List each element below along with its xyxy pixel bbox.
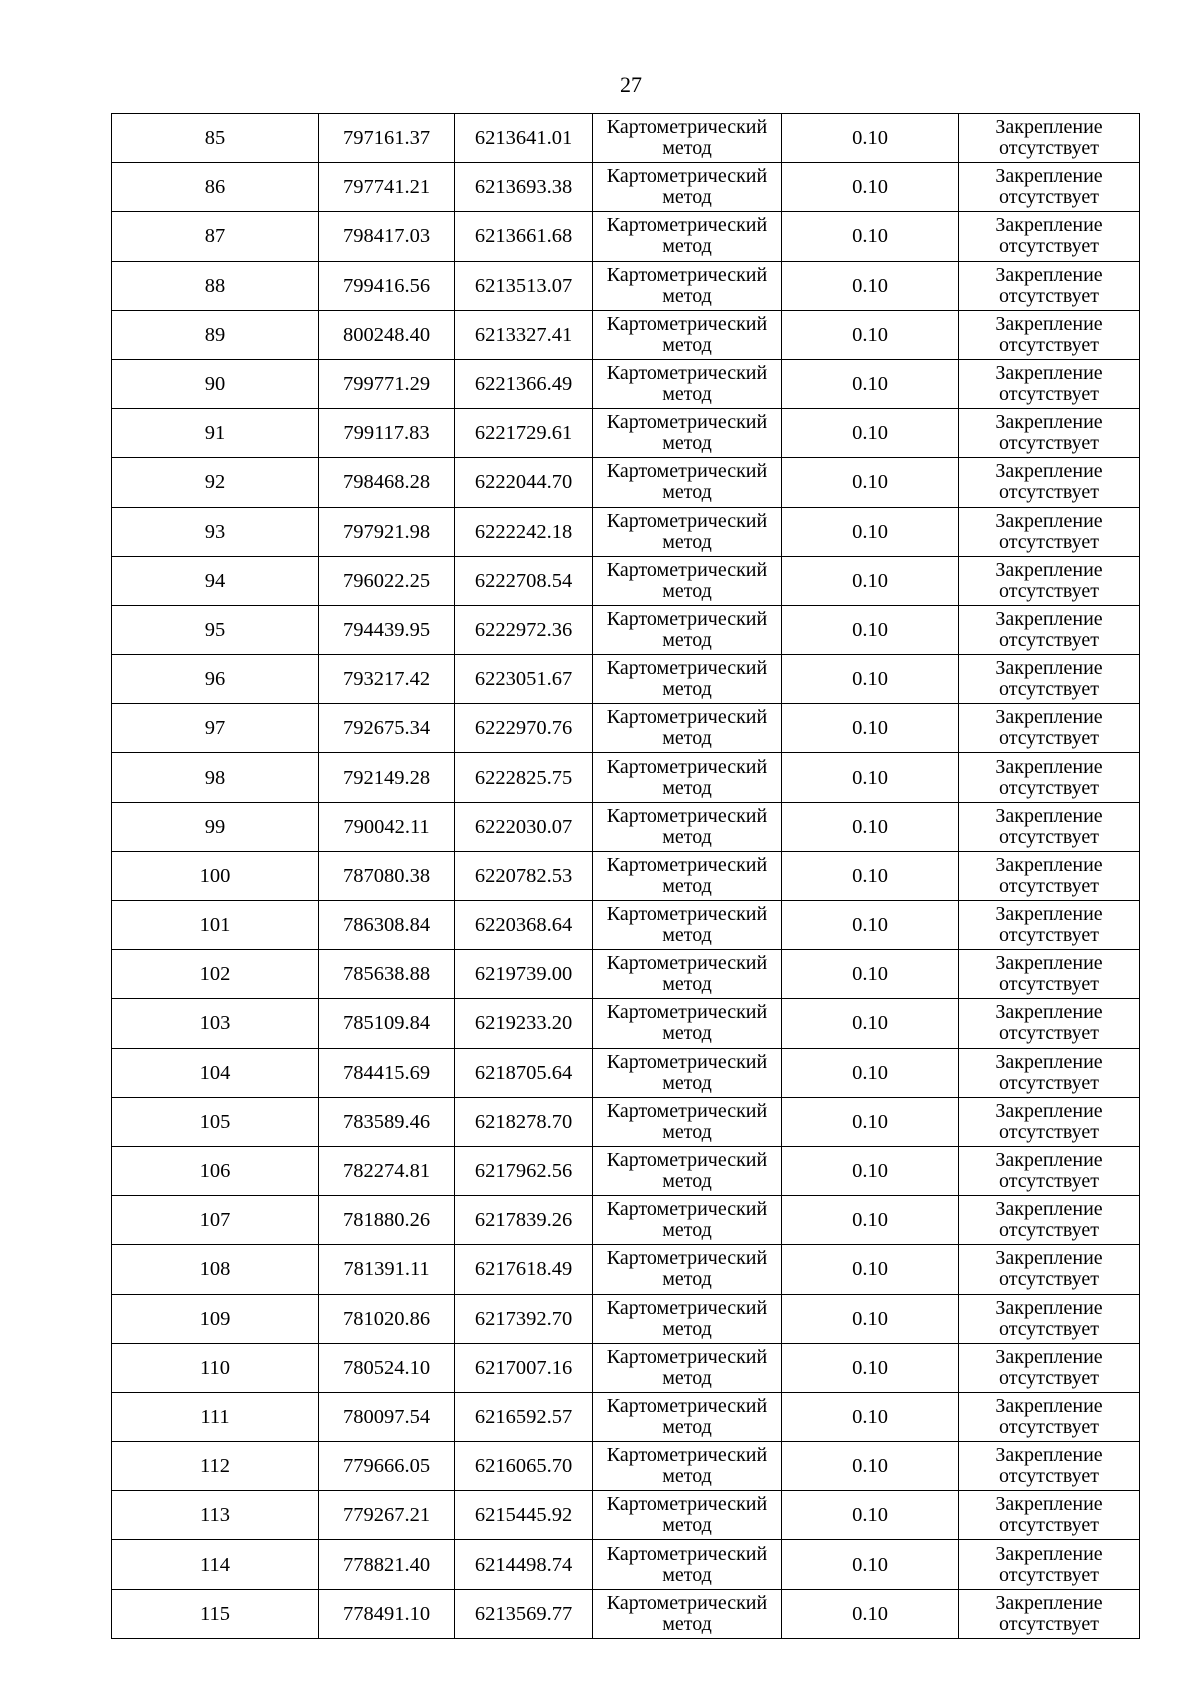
accuracy-cell: 0.10	[782, 704, 959, 753]
fixing-cell-text: Закрепление отсутствует	[995, 1099, 1103, 1143]
method-cell	[593, 1196, 782, 1245]
method-cell	[593, 507, 782, 556]
fixing-cell	[959, 1097, 1140, 1146]
fixing-cell-text: Закрепление отсутствует	[995, 116, 1103, 160]
accuracy-cell: 0.10	[782, 1540, 959, 1589]
y-coordinate-cell: 6222825.75	[455, 753, 593, 802]
table-row	[112, 1245, 1140, 1294]
point-number-cell: 87	[112, 212, 319, 261]
table-row	[112, 851, 1140, 900]
x-coordinate-cell: 793217.42	[319, 655, 455, 704]
method-cell	[593, 556, 782, 605]
y-coordinate-cell: 6213327.41	[455, 310, 593, 359]
accuracy-cell: 0.10	[782, 556, 959, 605]
y-coordinate-cell: 6222242.18	[455, 507, 593, 556]
accuracy-cell: 0.10	[782, 409, 959, 458]
x-coordinate-cell: 779666.05	[319, 1442, 455, 1491]
x-coordinate-cell: 778491.10	[319, 1589, 455, 1638]
point-number-cell: 100	[112, 851, 319, 900]
point-number-cell: 86	[112, 163, 319, 212]
table-row	[112, 1097, 1140, 1146]
fixing-cell	[959, 802, 1140, 851]
table-row	[112, 901, 1140, 950]
fixing-cell-text: Закрепление отсутствует	[995, 804, 1103, 848]
method-cell-text: Картометрический метод	[606, 952, 768, 996]
table-row	[112, 704, 1140, 753]
method-cell-text: Картометрический метод	[606, 657, 768, 701]
method-cell-text: Картометрический метод	[606, 706, 768, 750]
fixing-cell-text: Закрепление отсутствует	[995, 460, 1103, 504]
y-coordinate-cell: 6222708.54	[455, 556, 593, 605]
x-coordinate-cell: 780524.10	[319, 1343, 455, 1392]
x-coordinate-cell: 778821.40	[319, 1540, 455, 1589]
method-cell-text: Картометрический метод	[606, 1001, 768, 1045]
method-cell	[593, 1442, 782, 1491]
x-coordinate-cell: 792675.34	[319, 704, 455, 753]
point-number-cell: 90	[112, 359, 319, 408]
method-cell	[593, 261, 782, 310]
method-cell	[593, 950, 782, 999]
method-cell	[593, 1048, 782, 1097]
method-cell-text: Картометрический метод	[606, 263, 768, 307]
y-coordinate-cell: 6217392.70	[455, 1294, 593, 1343]
fixing-cell-text: Закрепление отсутствует	[995, 1345, 1103, 1389]
fixing-cell	[959, 851, 1140, 900]
table-row	[112, 310, 1140, 359]
fixing-cell	[959, 605, 1140, 654]
table-row	[112, 1048, 1140, 1097]
method-cell	[593, 999, 782, 1048]
fixing-cell-text: Закрепление отсутствует	[995, 1247, 1103, 1291]
y-coordinate-cell: 6220368.64	[455, 901, 593, 950]
y-coordinate-cell: 6213693.38	[455, 163, 593, 212]
fixing-cell	[959, 310, 1140, 359]
fixing-cell	[959, 556, 1140, 605]
fixing-cell	[959, 1048, 1140, 1097]
method-cell	[593, 753, 782, 802]
accuracy-cell: 0.10	[782, 507, 959, 556]
x-coordinate-cell: 790042.11	[319, 802, 455, 851]
table-row	[112, 261, 1140, 310]
point-number-cell: 96	[112, 655, 319, 704]
page-number: 27	[620, 72, 642, 97]
fixing-cell-text: Закрепление отсутствует	[995, 903, 1103, 947]
accuracy-cell: 0.10	[782, 1294, 959, 1343]
accuracy-cell: 0.10	[782, 1048, 959, 1097]
y-coordinate-cell: 6216592.57	[455, 1392, 593, 1441]
point-number-cell: 105	[112, 1097, 319, 1146]
table-row	[112, 212, 1140, 261]
fixing-cell-text: Закрепление отсутствует	[995, 853, 1103, 897]
y-coordinate-cell: 6217839.26	[455, 1196, 593, 1245]
y-coordinate-cell: 6214498.74	[455, 1540, 593, 1589]
accuracy-cell: 0.10	[782, 901, 959, 950]
method-cell-text: Картометрический метод	[606, 1050, 768, 1094]
method-cell-text: Картометрический метод	[606, 312, 768, 356]
y-coordinate-cell: 6217962.56	[455, 1146, 593, 1195]
accuracy-cell: 0.10	[782, 458, 959, 507]
fixing-cell	[959, 1196, 1140, 1245]
y-coordinate-cell: 6213641.01	[455, 114, 593, 163]
point-number-cell: 93	[112, 507, 319, 556]
accuracy-cell: 0.10	[782, 212, 959, 261]
y-coordinate-cell: 6213513.07	[455, 261, 593, 310]
method-cell	[593, 802, 782, 851]
y-coordinate-cell: 6218705.64	[455, 1048, 593, 1097]
point-number-cell: 97	[112, 704, 319, 753]
x-coordinate-cell: 785109.84	[319, 999, 455, 1048]
method-cell	[593, 1245, 782, 1294]
accuracy-cell: 0.10	[782, 114, 959, 163]
method-cell	[593, 851, 782, 900]
fixing-cell	[959, 901, 1140, 950]
accuracy-cell: 0.10	[782, 605, 959, 654]
method-cell	[593, 655, 782, 704]
table-row	[112, 359, 1140, 408]
y-coordinate-cell: 6222044.70	[455, 458, 593, 507]
method-cell	[593, 1491, 782, 1540]
accuracy-cell: 0.10	[782, 802, 959, 851]
point-number-cell: 115	[112, 1589, 319, 1638]
x-coordinate-cell: 796022.25	[319, 556, 455, 605]
fixing-cell-text: Закрепление отсутствует	[995, 607, 1103, 651]
y-coordinate-cell: 6221366.49	[455, 359, 593, 408]
fixing-cell-text: Закрепление отсутствует	[995, 657, 1103, 701]
method-cell	[593, 212, 782, 261]
accuracy-cell: 0.10	[782, 1589, 959, 1638]
method-cell	[593, 1294, 782, 1343]
method-cell	[593, 605, 782, 654]
point-number-cell: 102	[112, 950, 319, 999]
method-cell-text: Картометрический метод	[606, 214, 768, 258]
table-row	[112, 163, 1140, 212]
fixing-cell	[959, 1294, 1140, 1343]
fixing-cell-text: Закрепление отсутствует	[995, 312, 1103, 356]
x-coordinate-cell: 784415.69	[319, 1048, 455, 1097]
method-cell-text: Картометрический метод	[606, 1591, 768, 1635]
x-coordinate-cell: 799771.29	[319, 359, 455, 408]
accuracy-cell: 0.10	[782, 1491, 959, 1540]
fixing-cell	[959, 1343, 1140, 1392]
fixing-cell	[959, 1540, 1140, 1589]
point-number-cell: 94	[112, 556, 319, 605]
fixing-cell-text: Закрепление отсутствует	[995, 411, 1103, 455]
method-cell	[593, 1343, 782, 1392]
x-coordinate-cell: 797161.37	[319, 114, 455, 163]
method-cell-text: Картометрический метод	[606, 558, 768, 602]
method-cell	[593, 163, 782, 212]
method-cell-text: Картометрический метод	[606, 903, 768, 947]
coordinates-table	[111, 113, 1140, 1639]
accuracy-cell: 0.10	[782, 999, 959, 1048]
method-cell	[593, 704, 782, 753]
fixing-cell-text: Закрепление отсутствует	[995, 165, 1103, 209]
method-cell-text: Картометрический метод	[606, 362, 768, 406]
point-number-cell: 85	[112, 114, 319, 163]
accuracy-cell: 0.10	[782, 1196, 959, 1245]
table-row	[112, 458, 1140, 507]
method-cell-text: Картометрический метод	[606, 116, 768, 160]
method-cell-text: Картометрический метод	[606, 1247, 768, 1291]
method-cell	[593, 458, 782, 507]
y-coordinate-cell: 6222972.36	[455, 605, 593, 654]
method-cell	[593, 1392, 782, 1441]
table-row	[112, 655, 1140, 704]
point-number-cell: 103	[112, 999, 319, 1048]
y-coordinate-cell: 6219233.20	[455, 999, 593, 1048]
y-coordinate-cell: 6217618.49	[455, 1245, 593, 1294]
fixing-cell-text: Закрепление отсутствует	[995, 509, 1103, 553]
x-coordinate-cell: 798468.28	[319, 458, 455, 507]
y-coordinate-cell: 6218278.70	[455, 1097, 593, 1146]
method-cell-text: Картометрический метод	[606, 1099, 768, 1143]
fixing-cell	[959, 1442, 1140, 1491]
table-row	[112, 1392, 1140, 1441]
x-coordinate-cell: 800248.40	[319, 310, 455, 359]
table-row	[112, 1589, 1140, 1638]
point-number-cell: 108	[112, 1245, 319, 1294]
x-coordinate-cell: 781880.26	[319, 1196, 455, 1245]
table-row	[112, 1146, 1140, 1195]
fixing-cell	[959, 999, 1140, 1048]
x-coordinate-cell: 780097.54	[319, 1392, 455, 1441]
fixing-cell-text: Закрепление отсутствует	[995, 1394, 1103, 1438]
x-coordinate-cell: 779267.21	[319, 1491, 455, 1540]
point-number-cell: 107	[112, 1196, 319, 1245]
accuracy-cell: 0.10	[782, 1442, 959, 1491]
x-coordinate-cell: 797741.21	[319, 163, 455, 212]
method-cell-text: Картометрический метод	[606, 1542, 768, 1586]
fixing-cell-text: Закрепление отсутствует	[995, 1001, 1103, 1045]
fixing-cell	[959, 1589, 1140, 1638]
y-coordinate-cell: 6221729.61	[455, 409, 593, 458]
method-cell	[593, 409, 782, 458]
fixing-cell-text: Закрепление отсутствует	[995, 1149, 1103, 1193]
point-number-cell: 111	[112, 1392, 319, 1441]
fixing-cell-text: Закрепление отсутствует	[995, 1444, 1103, 1488]
point-number-cell: 104	[112, 1048, 319, 1097]
x-coordinate-cell: 785638.88	[319, 950, 455, 999]
x-coordinate-cell: 786308.84	[319, 901, 455, 950]
method-cell-text: Картометрический метод	[606, 1444, 768, 1488]
method-cell-text: Картометрический метод	[606, 804, 768, 848]
accuracy-cell: 0.10	[782, 655, 959, 704]
table-row	[112, 1491, 1140, 1540]
method-cell	[593, 1540, 782, 1589]
table-row	[112, 1442, 1140, 1491]
method-cell-text: Картометрический метод	[606, 1493, 768, 1537]
accuracy-cell: 0.10	[782, 359, 959, 408]
point-number-cell: 106	[112, 1146, 319, 1195]
method-cell-text: Картометрический метод	[606, 1394, 768, 1438]
method-cell-text: Картометрический метод	[606, 460, 768, 504]
method-cell-text: Картометрический метод	[606, 1149, 768, 1193]
accuracy-cell: 0.10	[782, 310, 959, 359]
method-cell-text: Картометрический метод	[606, 853, 768, 897]
point-number-cell: 114	[112, 1540, 319, 1589]
y-coordinate-cell: 6222030.07	[455, 802, 593, 851]
method-cell	[593, 114, 782, 163]
point-number-cell: 89	[112, 310, 319, 359]
fixing-cell	[959, 359, 1140, 408]
accuracy-cell: 0.10	[782, 261, 959, 310]
fixing-cell-text: Закрепление отсутствует	[995, 1493, 1103, 1537]
fixing-cell	[959, 655, 1140, 704]
y-coordinate-cell: 6223051.67	[455, 655, 593, 704]
fixing-cell	[959, 704, 1140, 753]
fixing-cell-text: Закрепление отсутствует	[995, 263, 1103, 307]
point-number-cell: 98	[112, 753, 319, 802]
table-row	[112, 999, 1140, 1048]
x-coordinate-cell: 781020.86	[319, 1294, 455, 1343]
y-coordinate-cell: 6215445.92	[455, 1491, 593, 1540]
method-cell-text: Картометрический метод	[606, 755, 768, 799]
y-coordinate-cell: 6213661.68	[455, 212, 593, 261]
point-number-cell: 113	[112, 1491, 319, 1540]
method-cell	[593, 310, 782, 359]
fixing-cell-text: Закрепление отсутствует	[995, 1542, 1103, 1586]
fixing-cell	[959, 114, 1140, 163]
table-row	[112, 950, 1140, 999]
point-number-cell: 91	[112, 409, 319, 458]
method-cell-text: Картометрический метод	[606, 1296, 768, 1340]
accuracy-cell: 0.10	[782, 163, 959, 212]
fixing-cell	[959, 1392, 1140, 1441]
x-coordinate-cell: 781391.11	[319, 1245, 455, 1294]
x-coordinate-cell: 787080.38	[319, 851, 455, 900]
fixing-cell	[959, 409, 1140, 458]
x-coordinate-cell: 794439.95	[319, 605, 455, 654]
fixing-cell	[959, 1491, 1140, 1540]
fixing-cell	[959, 458, 1140, 507]
method-cell	[593, 1146, 782, 1195]
point-number-cell: 109	[112, 1294, 319, 1343]
fixing-cell-text: Закрепление отсутствует	[995, 362, 1103, 406]
fixing-cell	[959, 212, 1140, 261]
y-coordinate-cell: 6219739.00	[455, 950, 593, 999]
x-coordinate-cell: 792149.28	[319, 753, 455, 802]
fixing-cell-text: Закрепление отсутствует	[995, 1296, 1103, 1340]
method-cell-text: Картометрический метод	[606, 1198, 768, 1242]
y-coordinate-cell: 6216065.70	[455, 1442, 593, 1491]
accuracy-cell: 0.10	[782, 753, 959, 802]
y-coordinate-cell: 6220782.53	[455, 851, 593, 900]
accuracy-cell: 0.10	[782, 1392, 959, 1441]
method-cell-text: Картометрический метод	[606, 1345, 768, 1389]
accuracy-cell: 0.10	[782, 1343, 959, 1392]
x-coordinate-cell: 798417.03	[319, 212, 455, 261]
table-row	[112, 409, 1140, 458]
fixing-cell-text: Закрепление отсутствует	[995, 1591, 1103, 1635]
method-cell-text: Картометрический метод	[606, 509, 768, 553]
fixing-cell-text: Закрепление отсутствует	[995, 1050, 1103, 1094]
point-number-cell: 110	[112, 1343, 319, 1392]
point-number-cell: 88	[112, 261, 319, 310]
y-coordinate-cell: 6213569.77	[455, 1589, 593, 1638]
table-row	[112, 753, 1140, 802]
table-row	[112, 605, 1140, 654]
fixing-cell	[959, 163, 1140, 212]
y-coordinate-cell: 6222970.76	[455, 704, 593, 753]
x-coordinate-cell: 799416.56	[319, 261, 455, 310]
point-number-cell: 112	[112, 1442, 319, 1491]
fixing-cell	[959, 950, 1140, 999]
method-cell	[593, 359, 782, 408]
fixing-cell	[959, 1146, 1140, 1195]
fixing-cell-text: Закрепление отсутствует	[995, 214, 1103, 258]
accuracy-cell: 0.10	[782, 1146, 959, 1195]
fixing-cell-text: Закрепление отсутствует	[995, 755, 1103, 799]
method-cell-text: Картометрический метод	[606, 165, 768, 209]
point-number-cell: 101	[112, 901, 319, 950]
method-cell	[593, 1097, 782, 1146]
table-row	[112, 1196, 1140, 1245]
fixing-cell-text: Закрепление отсутствует	[995, 706, 1103, 750]
point-number-cell: 92	[112, 458, 319, 507]
fixing-cell	[959, 507, 1140, 556]
fixing-cell	[959, 753, 1140, 802]
coordinates-table-body	[112, 114, 1140, 1639]
table-row	[112, 1343, 1140, 1392]
table-row	[112, 556, 1140, 605]
method-cell-text: Картометрический метод	[606, 411, 768, 455]
x-coordinate-cell: 782274.81	[319, 1146, 455, 1195]
table-row	[112, 1294, 1140, 1343]
table-row	[112, 802, 1140, 851]
table-row	[112, 507, 1140, 556]
point-number-cell: 95	[112, 605, 319, 654]
x-coordinate-cell: 783589.46	[319, 1097, 455, 1146]
accuracy-cell: 0.10	[782, 851, 959, 900]
method-cell	[593, 1589, 782, 1638]
table-row	[112, 1540, 1140, 1589]
accuracy-cell: 0.10	[782, 950, 959, 999]
method-cell-text: Картометрический метод	[606, 607, 768, 651]
accuracy-cell: 0.10	[782, 1245, 959, 1294]
method-cell	[593, 901, 782, 950]
fixing-cell-text: Закрепление отсутствует	[995, 558, 1103, 602]
fixing-cell	[959, 1245, 1140, 1294]
accuracy-cell: 0.10	[782, 1097, 959, 1146]
fixing-cell-text: Закрепление отсутствует	[995, 952, 1103, 996]
y-coordinate-cell: 6217007.16	[455, 1343, 593, 1392]
fixing-cell	[959, 261, 1140, 310]
x-coordinate-cell: 799117.83	[319, 409, 455, 458]
point-number-cell: 99	[112, 802, 319, 851]
fixing-cell-text: Закрепление отсутствует	[995, 1198, 1103, 1242]
x-coordinate-cell: 797921.98	[319, 507, 455, 556]
table-row	[112, 114, 1140, 163]
